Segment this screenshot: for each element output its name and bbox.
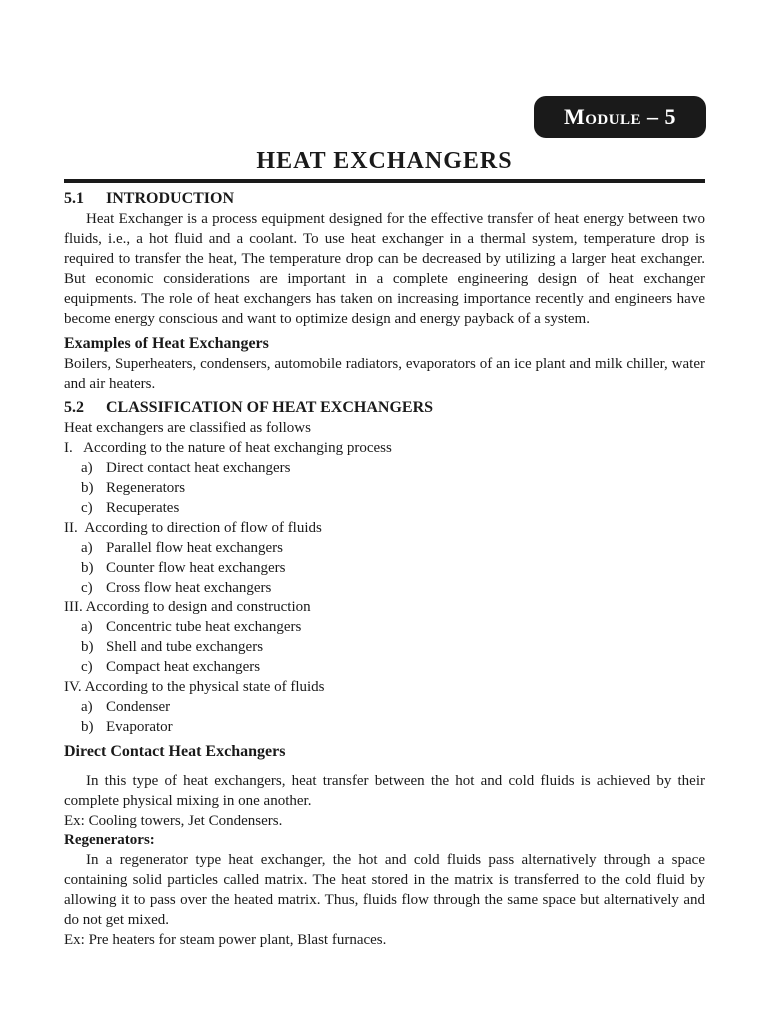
list-item <box>64 579 705 599</box>
item-letter: b) <box>81 479 94 496</box>
list-item <box>64 559 705 579</box>
category-label: II. According to direction of flow of fluids <box>64 519 322 536</box>
examples-heading: Examples of Heat Exchangers <box>64 335 269 353</box>
examples-text: Boilers, Superheaters, condensers, automobile radiators, evaporators of an ice plant and milk chiller, water and air heaters. <box>64 356 705 393</box>
section-number: 5.2 <box>64 399 84 417</box>
item-text: Recuperates <box>106 499 180 516</box>
item-text: Direct contact heat exchangers <box>106 460 291 477</box>
item-letter: a) <box>81 460 93 477</box>
title-divider <box>64 179 705 183</box>
list-item <box>64 539 705 559</box>
regenerators-example: Ex: Pre heaters for steam power plant, Blast furnaces. <box>64 932 387 948</box>
category-label: IV. According to the physical state of fluids <box>64 679 325 696</box>
item-letter: b) <box>81 718 94 735</box>
item-text: Concentric tube heat exchangers <box>106 619 302 636</box>
category-label: I. According to the nature of heat exchanging process <box>64 440 392 457</box>
item-letter: c) <box>81 659 93 676</box>
list-item <box>64 638 705 658</box>
section-number: 5.1 <box>64 190 84 207</box>
introduction-paragraph: Heat Exchanger is a process equipment designed for the effective transfer of heat energy between two fluids, i.e., a hot fluid and a coolant. To use heat exchanger in a thermal system, temperature drop is required to transfer the heat, The temperature drop can be decreased by utilizing a larger heat exchanger. But economic considerations are important in a complete engineering design of heat exchanger equipments. The role of heat exchangers has taken on increasing importance recently and engineers have become energy conscious and want to optimize design and energy payback of a system. <box>64 211 705 327</box>
section-title: INTRODUCTION <box>106 190 235 207</box>
document-page <box>64 0 705 1024</box>
list-item <box>64 618 705 638</box>
page-title: HEAT EXCHANGERS <box>256 148 513 174</box>
regenerators-paragraph: In a regenerator type heat exchanger, the hot and cold fluids pass alternatively through a space containing solid particles called matrix. The heat stored in the matrix is transferred to the cold fluid by allowing it to pass over the heated matrix. Thus, fluids flow through the same space but alternatively and do not get mixed. <box>64 852 705 929</box>
list-item <box>64 479 705 499</box>
item-letter: b) <box>81 639 94 656</box>
direct-contact-paragraph: In this type of heat exchangers, heat transfer between the hot and cold fluids is achieved by their complete physical mixing in one another. <box>64 772 705 809</box>
list-item <box>64 718 705 738</box>
item-letter: c) <box>81 499 93 516</box>
regenerators-heading: Regenerators: <box>64 832 155 849</box>
item-letter: a) <box>81 539 93 556</box>
list-item <box>64 459 705 479</box>
document-body <box>64 188 705 951</box>
direct-contact-heading: Direct Contact Heat Exchangers <box>64 742 286 760</box>
item-text: Cross flow heat exchangers <box>106 579 272 596</box>
classification-intro: Heat exchangers are classified as follows <box>64 420 311 437</box>
item-letter: a) <box>81 698 93 715</box>
item-text: Shell and tube exchangers <box>106 639 264 656</box>
classification-list <box>64 439 705 738</box>
list-item <box>64 499 705 519</box>
section-5-2-heading <box>64 397 705 419</box>
item-letter: b) <box>81 559 94 576</box>
item-text: Evaporator <box>106 718 173 735</box>
item-text: Compact heat exchangers <box>106 659 261 676</box>
item-text: Regenerators <box>106 479 186 496</box>
module-badge: Module – 5 <box>534 96 706 138</box>
section-5-1-heading <box>64 188 705 210</box>
section-title: CLASSIFICATION OF HEAT EXCHANGERS <box>106 399 434 417</box>
item-text: Condenser <box>106 698 171 715</box>
list-item <box>64 658 705 678</box>
category-label: III. According to design and construction <box>64 599 311 616</box>
item-text: Parallel flow heat exchangers <box>106 539 284 556</box>
item-text: Counter flow heat exchangers <box>106 559 286 576</box>
item-letter: a) <box>81 619 93 636</box>
item-letter: c) <box>81 579 93 596</box>
direct-contact-example: Ex: Cooling towers, Jet Condensers. <box>64 812 283 829</box>
list-item <box>64 698 705 718</box>
